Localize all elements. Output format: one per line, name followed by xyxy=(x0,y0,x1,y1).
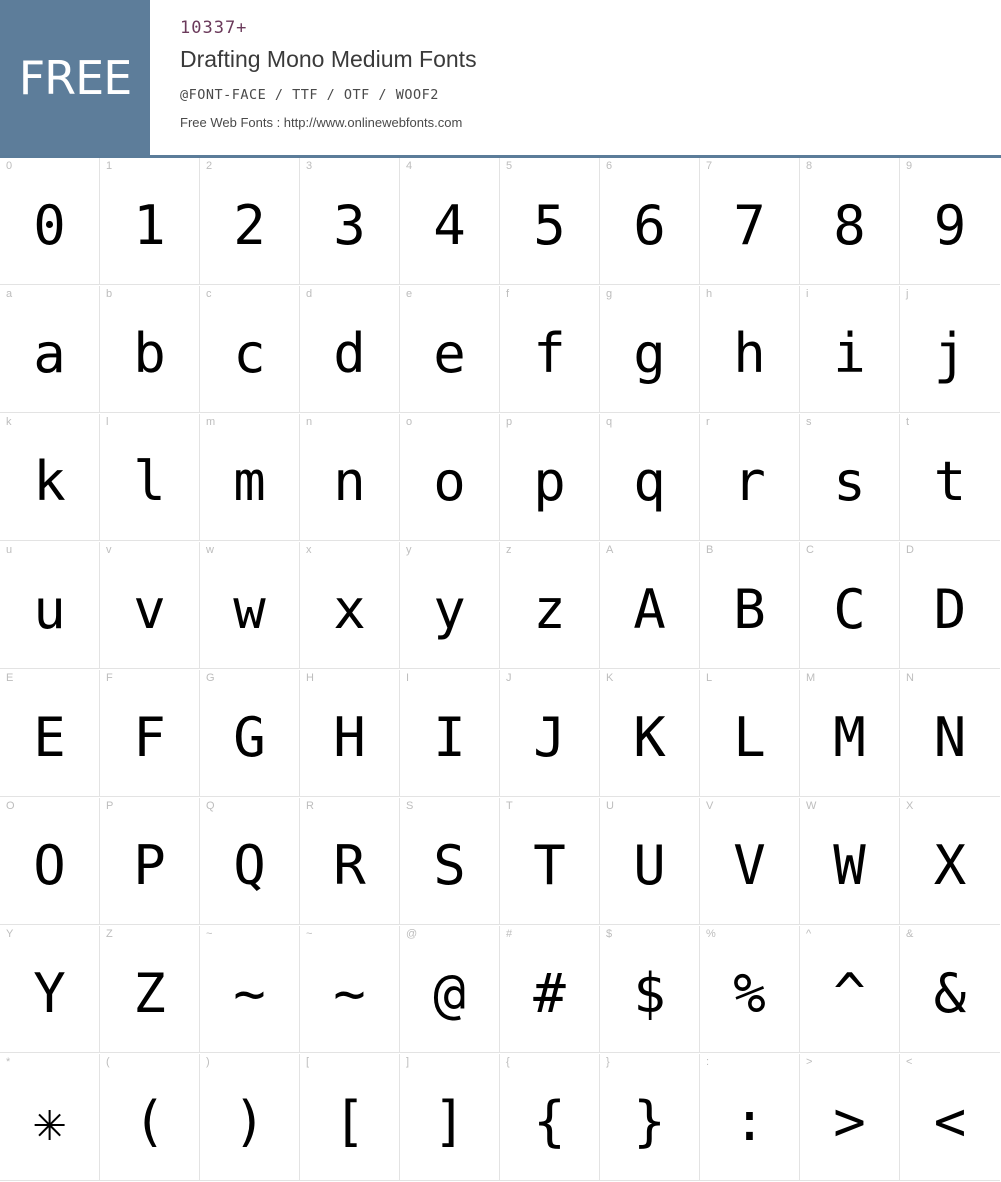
glyph-cell-character: r xyxy=(733,449,766,513)
glyph-cell-label: ~ xyxy=(306,928,313,940)
glyph-cell[interactable] xyxy=(0,670,100,797)
glyph-cell-character: } xyxy=(633,1089,666,1153)
glyph-cell[interactable] xyxy=(600,158,700,285)
glyph-cell-character: 7 xyxy=(733,193,766,257)
glyph-cell[interactable] xyxy=(700,542,800,669)
glyph-cell-label: J xyxy=(506,672,512,684)
glyph-cell[interactable] xyxy=(400,542,500,669)
glyph-cell[interactable] xyxy=(900,798,1000,925)
glyph-cell-label: 9 xyxy=(906,160,913,172)
glyph-cell-character: ~ xyxy=(233,961,266,1025)
glyph-cell-character: F xyxy=(133,705,166,769)
glyph-cell[interactable] xyxy=(0,798,100,925)
format-list: @FONT-FACE / TTF / OTF / WOOF2 xyxy=(180,87,439,103)
glyph-cell-character: ^ xyxy=(833,961,866,1025)
glyph-cell-label: d xyxy=(306,288,313,300)
glyph-cell-label: 7 xyxy=(706,160,713,172)
glyph-cell[interactable] xyxy=(200,286,300,413)
glyph-cell-character: N xyxy=(933,705,967,769)
glyph-cell-character: I xyxy=(433,705,466,769)
glyph-cell-label: H xyxy=(306,672,314,684)
glyph-cell[interactable] xyxy=(100,158,200,285)
glyph-cell-character: n xyxy=(333,449,366,513)
glyph-cell-label: j xyxy=(906,288,909,300)
glyph-cell[interactable] xyxy=(300,1054,400,1181)
glyph-cell-label: 6 xyxy=(606,160,613,172)
glyph-cell-character: 9 xyxy=(933,193,967,257)
glyph-cell-label: s xyxy=(806,416,812,428)
glyph-row xyxy=(0,158,1001,286)
glyph-cell-label: } xyxy=(606,1056,610,1068)
glyph-cell[interactable] xyxy=(200,670,300,797)
glyph-cell-label: # xyxy=(506,928,513,940)
glyph-cell[interactable] xyxy=(500,926,600,1053)
glyph-cell[interactable] xyxy=(100,414,200,541)
glyph-cell-character: j xyxy=(933,321,967,385)
glyph-cell-label: T xyxy=(506,800,513,812)
glyph-cell-character: Z xyxy=(133,961,166,1025)
glyph-cell[interactable] xyxy=(200,1054,300,1181)
glyph-cell-label: A xyxy=(606,544,614,556)
glyph-cell-label: V xyxy=(706,800,714,812)
glyph-cell-character: [ xyxy=(333,1089,366,1153)
glyph-count: 10337+ xyxy=(180,18,248,38)
glyph-cell-label: B xyxy=(706,544,714,556)
glyph-cell-label: L xyxy=(706,672,713,684)
glyph-cell-character: & xyxy=(933,961,967,1025)
glyph-cell-character: M xyxy=(833,705,866,769)
glyph-cell-label: D xyxy=(906,544,914,556)
glyph-cell-character: s xyxy=(833,449,866,513)
glyph-cell[interactable] xyxy=(200,542,300,669)
page-title: Drafting Mono Medium Fonts xyxy=(180,46,477,72)
glyph-cell-label: w xyxy=(206,544,214,556)
glyph-cell-character: g xyxy=(633,321,666,385)
glyph-cell-character: u xyxy=(33,577,66,641)
glyph-row xyxy=(0,798,1001,926)
glyph-cell-label: $ xyxy=(606,928,613,940)
glyph-row xyxy=(0,286,1001,414)
glyph-cell-label: p xyxy=(506,416,513,428)
glyph-cell[interactable] xyxy=(800,926,900,1053)
glyph-cell[interactable] xyxy=(900,670,1000,797)
glyph-cell[interactable] xyxy=(200,926,300,1053)
glyph-cell[interactable] xyxy=(100,1054,200,1181)
glyph-cell[interactable] xyxy=(600,286,700,413)
glyph-cell-character: x xyxy=(333,577,366,641)
glyph-cell-character: $ xyxy=(633,961,666,1025)
glyph-cell-character: 2 xyxy=(233,193,266,257)
glyph-cell-label: x xyxy=(306,544,312,556)
glyph-cell-label: ^ xyxy=(806,928,812,940)
glyph-cell-character: : xyxy=(733,1089,766,1153)
glyph-cell-label: n xyxy=(306,416,313,428)
glyph-cell-label: 3 xyxy=(306,160,313,172)
glyph-cell[interactable] xyxy=(100,670,200,797)
glyph-cell-label: 8 xyxy=(806,160,813,172)
page-header xyxy=(0,0,1001,158)
glyph-cell-character: E xyxy=(33,705,66,769)
glyph-cell-label: e xyxy=(406,288,413,300)
free-badge: FREE xyxy=(0,0,150,155)
glyph-cell[interactable] xyxy=(100,542,200,669)
glyph-cell[interactable] xyxy=(800,158,900,285)
glyph-cell-character: W xyxy=(833,833,866,897)
glyph-cell-label: C xyxy=(806,544,814,556)
glyph-cell[interactable] xyxy=(800,286,900,413)
glyph-cell-label: a xyxy=(6,288,13,300)
glyph-cell-label: E xyxy=(6,672,14,684)
glyph-cell-label: ) xyxy=(206,1056,210,1068)
glyph-cell-label: Q xyxy=(206,800,215,812)
glyph-cell-character: > xyxy=(833,1089,866,1153)
glyph-cell-character: ( xyxy=(133,1089,166,1153)
glyph-cell-character: 1 xyxy=(133,193,166,257)
glyph-cell[interactable] xyxy=(200,414,300,541)
glyph-cell-character: V xyxy=(733,833,766,897)
glyph-cell-character: q xyxy=(633,449,666,513)
glyph-cell[interactable] xyxy=(400,798,500,925)
glyph-cell[interactable] xyxy=(500,670,600,797)
glyph-cell[interactable] xyxy=(600,542,700,669)
glyph-cell[interactable] xyxy=(500,414,600,541)
glyph-cell-character: c xyxy=(233,321,266,385)
glyph-cell-character: D xyxy=(933,577,967,641)
glyph-cell-character: S xyxy=(433,833,466,897)
glyph-cell-character: l xyxy=(133,449,166,513)
glyph-cell-character: w xyxy=(233,577,266,641)
glyph-cell[interactable] xyxy=(900,286,1000,413)
glyph-cell-character: f xyxy=(533,321,566,385)
glyph-cell-label: S xyxy=(406,800,414,812)
glyph-cell[interactable] xyxy=(600,414,700,541)
glyph-cell[interactable] xyxy=(0,158,100,285)
glyph-cell[interactable] xyxy=(500,158,600,285)
glyph-cell-label: 0 xyxy=(6,160,13,172)
glyph-cell-character: Y xyxy=(33,961,66,1025)
glyph-cell[interactable] xyxy=(300,414,400,541)
glyph-cell[interactable] xyxy=(900,158,1000,285)
glyph-cell-label: k xyxy=(6,416,12,428)
glyph-cell-label: R xyxy=(306,800,314,812)
glyph-cell-character: O xyxy=(33,833,66,897)
glyph-cell-character: ✳ xyxy=(33,1089,66,1153)
glyph-cell[interactable] xyxy=(100,926,200,1053)
glyph-cell-character: B xyxy=(733,577,766,641)
glyph-cell-character: L xyxy=(733,705,766,769)
glyph-cell[interactable] xyxy=(300,542,400,669)
glyph-cell-label: 2 xyxy=(206,160,213,172)
glyph-cell[interactable] xyxy=(400,1054,500,1181)
glyph-cell[interactable] xyxy=(400,286,500,413)
glyph-cell-label: ( xyxy=(106,1056,110,1068)
glyph-cell[interactable] xyxy=(700,926,800,1053)
glyph-cell-character: ] xyxy=(433,1089,466,1153)
glyph-cell-label: X xyxy=(906,800,914,812)
glyph-cell-label: K xyxy=(606,672,614,684)
glyph-cell-label: ] xyxy=(406,1056,410,1068)
glyph-cell-label: z xyxy=(506,544,512,556)
glyph-cell-label: o xyxy=(406,416,413,428)
glyph-cell-label: N xyxy=(906,672,914,684)
glyph-cell-label: Z xyxy=(106,928,113,940)
glyph-cell-label: ~ xyxy=(206,928,213,940)
glyph-cell-character: X xyxy=(933,833,967,897)
glyph-cell-character: m xyxy=(233,449,266,513)
glyph-cell-character: i xyxy=(833,321,866,385)
glyph-grid xyxy=(0,158,1001,1182)
glyph-cell-character: 4 xyxy=(433,193,466,257)
glyph-cell-character: ) xyxy=(233,1089,266,1153)
glyph-cell-character: h xyxy=(733,321,766,385)
glyph-cell[interactable] xyxy=(400,926,500,1053)
glyph-cell[interactable] xyxy=(600,926,700,1053)
glyph-cell-label: v xyxy=(106,544,112,556)
glyph-cell[interactable] xyxy=(800,414,900,541)
glyph-cell-label: i xyxy=(806,288,809,300)
glyph-cell[interactable] xyxy=(300,158,400,285)
glyph-cell-character: U xyxy=(633,833,666,897)
glyph-cell[interactable] xyxy=(500,798,600,925)
glyph-cell[interactable] xyxy=(900,414,1000,541)
glyph-cell-label: 1 xyxy=(106,160,113,172)
glyph-cell-label: P xyxy=(106,800,114,812)
glyph-cell[interactable] xyxy=(600,798,700,925)
glyph-cell-character: z xyxy=(533,577,566,641)
glyph-cell[interactable] xyxy=(0,414,100,541)
glyph-cell[interactable] xyxy=(200,158,300,285)
glyph-cell[interactable] xyxy=(300,286,400,413)
glyph-cell-character: { xyxy=(533,1089,566,1153)
glyph-cell-character: d xyxy=(333,321,366,385)
glyph-cell[interactable] xyxy=(200,798,300,925)
glyph-cell-label: Y xyxy=(6,928,14,940)
glyph-cell[interactable] xyxy=(600,1054,700,1181)
glyph-cell-label: & xyxy=(906,928,914,940)
glyph-cell-label: { xyxy=(506,1056,510,1068)
glyph-cell-label: F xyxy=(106,672,113,684)
glyph-cell-label: < xyxy=(906,1056,913,1068)
glyph-cell-label: : xyxy=(706,1056,710,1068)
glyph-row xyxy=(0,542,1001,670)
glyph-cell-label: h xyxy=(706,288,713,300)
glyph-cell-label: c xyxy=(206,288,212,300)
glyph-cell-character: # xyxy=(533,961,566,1025)
glyph-cell[interactable] xyxy=(800,798,900,925)
glyph-cell[interactable] xyxy=(800,542,900,669)
glyph-cell-label: G xyxy=(206,672,215,684)
glyph-cell-character: 3 xyxy=(333,193,366,257)
glyph-cell[interactable] xyxy=(700,286,800,413)
glyph-cell-character: 6 xyxy=(633,193,666,257)
glyph-cell-label: t xyxy=(906,416,910,428)
glyph-cell-character: @ xyxy=(433,961,466,1025)
glyph-cell[interactable] xyxy=(500,286,600,413)
glyph-cell[interactable] xyxy=(300,798,400,925)
glyph-cell-label: g xyxy=(606,288,613,300)
glyph-row xyxy=(0,670,1001,798)
glyph-cell-character: < xyxy=(933,1089,967,1153)
glyph-cell[interactable] xyxy=(100,798,200,925)
glyph-cell-character: ~ xyxy=(333,961,366,1025)
glyph-cell[interactable] xyxy=(400,670,500,797)
glyph-cell-label: W xyxy=(806,800,817,812)
glyph-cell[interactable] xyxy=(700,670,800,797)
glyph-cell-character: 5 xyxy=(533,193,566,257)
glyph-cell[interactable] xyxy=(0,542,100,669)
glyph-cell-label: [ xyxy=(306,1056,310,1068)
glyph-cell[interactable] xyxy=(700,414,800,541)
glyph-row xyxy=(0,1054,1001,1182)
glyph-cell[interactable] xyxy=(400,158,500,285)
glyph-cell[interactable] xyxy=(300,670,400,797)
glyph-cell[interactable] xyxy=(500,1054,600,1181)
glyph-cell-character: 8 xyxy=(833,193,866,257)
glyph-cell-label: I xyxy=(406,672,410,684)
glyph-cell-character: k xyxy=(33,449,66,513)
glyph-cell-label: O xyxy=(6,800,15,812)
glyph-cell-character: o xyxy=(433,449,466,513)
glyph-cell-character: b xyxy=(133,321,166,385)
glyph-cell[interactable] xyxy=(700,1054,800,1181)
glyph-cell-label: b xyxy=(106,288,113,300)
glyph-cell-character: C xyxy=(833,577,866,641)
glyph-cell-character: H xyxy=(333,705,366,769)
glyph-cell[interactable] xyxy=(700,158,800,285)
glyph-cell-character: 0 xyxy=(33,193,66,257)
glyph-cell[interactable] xyxy=(300,926,400,1053)
glyph-cell[interactable] xyxy=(800,1054,900,1181)
glyph-cell-label: M xyxy=(806,672,816,684)
glyph-cell[interactable] xyxy=(900,1054,1000,1181)
glyph-cell[interactable] xyxy=(400,414,500,541)
glyph-cell-label: y xyxy=(406,544,412,556)
glyph-cell-label: 4 xyxy=(406,160,413,172)
glyph-cell-character: K xyxy=(633,705,666,769)
glyph-cell-label: 5 xyxy=(506,160,513,172)
glyph-row xyxy=(0,926,1001,1054)
glyph-cell[interactable] xyxy=(500,542,600,669)
glyph-cell-character: G xyxy=(233,705,266,769)
glyph-cell-character: v xyxy=(133,577,166,641)
glyph-cell[interactable] xyxy=(0,286,100,413)
glyph-cell-character: J xyxy=(533,705,566,769)
glyph-cell-character: P xyxy=(133,833,166,897)
glyph-cell[interactable] xyxy=(0,926,100,1053)
glyph-cell-label: u xyxy=(6,544,13,556)
glyph-cell-label: m xyxy=(206,416,216,428)
glyph-cell-character: a xyxy=(33,321,66,385)
glyph-cell[interactable] xyxy=(700,798,800,925)
glyph-cell-label: * xyxy=(6,1056,11,1068)
glyph-cell-label: r xyxy=(706,416,710,428)
glyph-cell-label: f xyxy=(506,288,510,300)
glyph-cell[interactable] xyxy=(800,670,900,797)
glyph-cell-character: y xyxy=(433,577,466,641)
glyph-cell-label: @ xyxy=(406,928,418,940)
glyph-cell-label: U xyxy=(606,800,614,812)
glyph-cell-character: p xyxy=(533,449,566,513)
header-info xyxy=(150,0,1001,155)
source-link[interactable]: Free Web Fonts : http://www.onlinewebfonts.com xyxy=(180,115,463,130)
glyph-cell-label: l xyxy=(106,416,109,428)
glyph-cell-label: % xyxy=(706,928,716,940)
glyph-cell-character: t xyxy=(933,449,967,513)
glyph-cell-character: Q xyxy=(233,833,266,897)
glyph-cell[interactable] xyxy=(900,542,1000,669)
glyph-cell-label: q xyxy=(606,416,613,428)
glyph-cell-character: % xyxy=(733,961,766,1025)
glyph-row xyxy=(0,414,1001,542)
glyph-cell-character: e xyxy=(433,321,466,385)
glyph-cell[interactable] xyxy=(0,1054,100,1181)
glyph-cell[interactable] xyxy=(900,926,1000,1053)
glyph-cell-character: T xyxy=(533,833,566,897)
glyph-cell-character: R xyxy=(333,833,366,897)
glyph-cell-label: > xyxy=(806,1056,813,1068)
glyph-cell[interactable] xyxy=(600,670,700,797)
glyph-cell-character: A xyxy=(633,577,666,641)
glyph-cell[interactable] xyxy=(100,286,200,413)
